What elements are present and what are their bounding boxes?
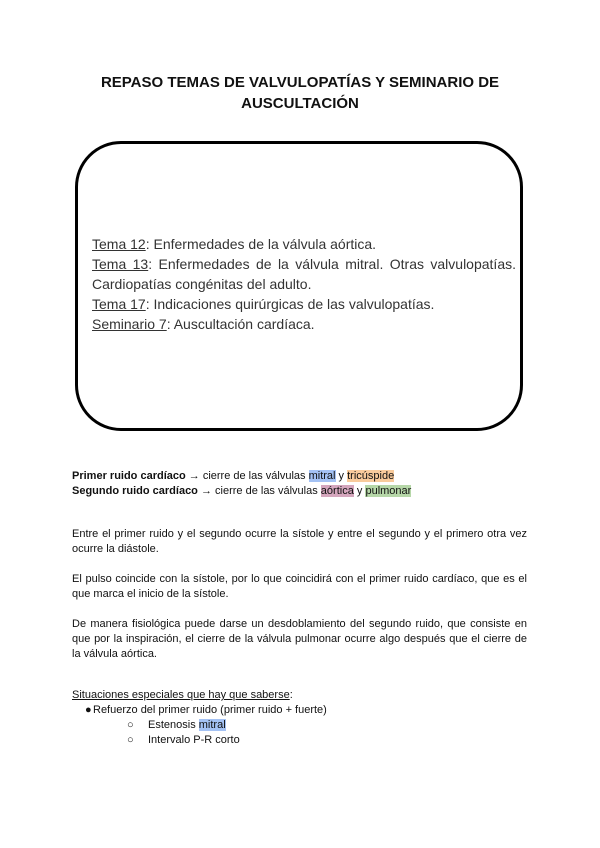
paragraph-split: De manera fisiológica puede darse un desdoblamiento del segundo ruido, que consiste en que por la inspiración, el cierre de la válvula pulmonar ocurre algo después que el cierre de la válvula aórtica. bbox=[72, 618, 527, 660]
topic-label: Tema 13 bbox=[92, 256, 149, 272]
second-heart-sound bbox=[72, 484, 411, 499]
topic-label: Tema 17 bbox=[92, 296, 146, 312]
first-sound-label: Primer ruido cardíaco bbox=[72, 470, 186, 482]
special-heading: Situaciones especiales que hay que saberse: bbox=[72, 689, 293, 701]
title-line-1: REPASO TEMAS DE VALVULOPATÍAS Y SEMINARIO DE bbox=[100, 74, 500, 91]
valve-mitral: mitral bbox=[308, 470, 336, 482]
conj: y bbox=[335, 470, 348, 482]
heart-sounds bbox=[72, 469, 411, 499]
first-heart-sound bbox=[72, 469, 411, 484]
topic-label: Seminario 7 bbox=[92, 316, 167, 332]
topic-item bbox=[92, 314, 516, 334]
paragraph-pulse: El pulso coincide con la sístole, por lo que coincidirá con el primer ruido cardíaco, que es el que marca el inicio de la sístole. bbox=[72, 573, 527, 600]
document-title bbox=[60, 72, 540, 114]
bullet-icon: ● bbox=[85, 704, 92, 716]
valve-aortic: aórtica bbox=[320, 485, 354, 497]
list-subitem: ○ Estenosis mitral bbox=[127, 719, 226, 731]
first-sound-desc: → cierre de las válvulas bbox=[185, 470, 309, 482]
list-item: ● Refuerzo del primer ruido (primer ruido + fuerte) bbox=[85, 704, 327, 716]
list-subitem: ○ Intervalo P-R corto bbox=[127, 734, 240, 746]
title-line-2: AUSCULTACIÓN bbox=[241, 95, 359, 112]
topics-list bbox=[92, 234, 516, 334]
second-sound-label: Segundo ruido cardíaco bbox=[72, 485, 198, 497]
topic-item bbox=[92, 294, 516, 314]
circle-bullet-icon: ○ bbox=[127, 734, 134, 746]
circle-bullet-icon: ○ bbox=[127, 719, 134, 731]
second-sound-desc: → cierre de las válvulas bbox=[197, 485, 321, 497]
topic-label: Tema 12 bbox=[92, 236, 146, 252]
topic-text: : Indicaciones quirúrgicas de las valvulopatías. bbox=[145, 296, 435, 312]
topic-text: : Enfermedades de la válvula mitral. Otras valvulopatías. Cardiopatías congénitas del adulto. bbox=[92, 256, 516, 292]
conj: y bbox=[353, 485, 366, 497]
valve-pulmonary: pulmonar bbox=[365, 485, 412, 497]
special-situations bbox=[72, 688, 327, 748]
topic-text: : Enfermedades de la válvula aórtica. bbox=[145, 236, 377, 252]
paragraph-systole-diastole: Entre el primer ruido y el segundo ocurre la sístole y entre el segundo y el primero otra vez ocurre la diástole. bbox=[72, 528, 527, 555]
topic-item bbox=[92, 234, 516, 254]
topic-item bbox=[92, 254, 516, 294]
valve-tricuspid: tricúspide bbox=[347, 470, 395, 482]
topic-text: : Auscultación cardíaca. bbox=[166, 316, 315, 332]
